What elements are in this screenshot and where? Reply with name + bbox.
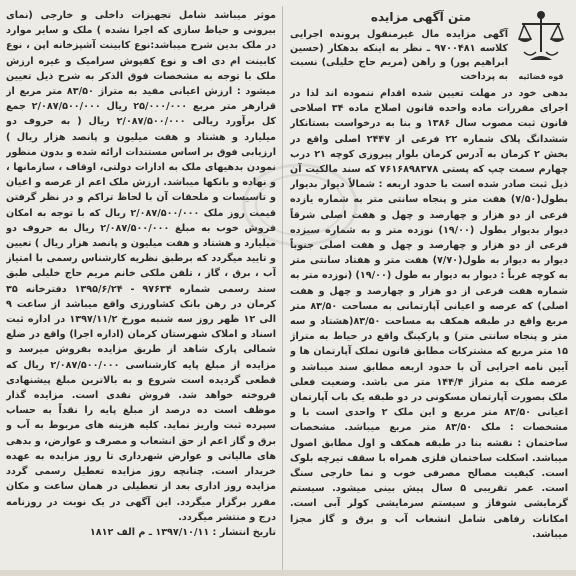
column-divider	[282, 6, 283, 572]
notice-left-column	[6, 8, 276, 570]
notice-body-left: موثر میباشد شامل تجهیزات داخلی و خارجی (نمای بیرونی و حیاط سازی که اجرا نشده ) ملک و سایر موارد در ملک بدین شرح میباشد:نوع کابینت آشپزخانه اپن ، نوع کابینت ام دی اف و نوع کفپوش سرامیک و غیره ارزش ملک با توجه به مشخصات فوق الذکر به شرح ذیل تعیین میشود : ارزش اعیانی مفید به متراژ ۸۳/۵۰ متر مربع از قرارهر متر مربع ۲۵/۰۰۰/۰۰۰ ریال ۲/۰۸۷/۵۰۰/۰۰۰ جمع کل برآورد ریالی ۲/۰۸۷/۵۰۰/۰۰۰ ریال ( به حروف دو میلیارد و هشتاد و هفت میلیون و پانصد هزار ریال ) ارزیابی فوق بر اساس مستندات ارائه شده و بدون منظور نمودن بدهیهای ملک به ادارات دولتی، اوقاف ، سازمانها ، و نهاده و بانکها میباشد. ارزش ملک اعم از عرصه و اعیان و تاسیسات و ملحقات آن با لحاظ تراکم و در نظر گرفتن قیمت روز ملک ۲/۰۸۷/۵۰۰/۰۰۰ ریال که با توجه به امکان فروش خوب به مبلغ ۲/۰۸۷/۵۰۰/۰۰۰ ریال به حروف دو میلیارد و هشتاد و هفت میلیون و پانصد هزار ریال ) تعیین و تایید میگردد که برطبق نظریه کارشناس رسمی با امتیاز آب ، برق ، گاز ، تلفن ملکی خانم مریم حاج خلیلی طبق سند رسمی شماره ۹۷۶۳۴ - ۱۳۹۵/۶/۲۴ دفترخانه ۳۵ کرمان در رهن بانک کشاورزی واقع میباشد از ساعت ۹ الی ۱۲ ظهر روز سه شنبه مورخ ۱۳۹۷/۱۱/۲ در اداره ثبت اسناد و املاک شهرستان کرمان (اداره اجرا) واقع در ضلع شمالی پارک شاهد از طریق مزایده بفروش میرسد و مزایده از مبلغ پایه کارشناسی ۲/۰۸۷/۵۰۰/۰۰۰ ریال که قطعی گردیده است شروع و به بالاترین مبلغ پیشنهادی فروخته خواهد شد. فروش نقدی است. مزایده‌ گذار موظف است ده درصد از مبلغ پایه را نقداً به حساب سپرده ثبت واریز نماید. کلیه هزینه‌ های مربوط به آب و برق و گاز اعم از حق انشعاب و مصرف و عوارض، و بدهی‌ های مالیاتی و عوارض شهرداری تا روز مزایده به عهده خریدار است. چنانچه روز مزایده تعطیل رسمی گردد مزایده روز اداری بعد از تعطیلی در همان ساعت و مکان مقرر برگزار میگردد. این آگهی در یک نوبت در روزنامه درج و منتشر میگردد.	[6, 10, 276, 523]
judiciary-emblem	[514, 8, 568, 82]
emblem-caption: قوه قضائیه	[518, 72, 564, 82]
scales-of-justice-icon	[516, 8, 566, 66]
notice-header-text: آگهی مزایده مال غیرمنقول پرونده اجرایی کلاسه ۹۷۰۰۴۸۱ ـ نظر به اینکه بدهکار (حسین ابراهیم پور) و راهن (مریم حاج خلیلی) نسبت به پرداخت	[290, 29, 508, 82]
notice-title: متن آگهی مزایده	[370, 10, 472, 24]
notice-body-right: بدهی خود در مهلت تعیین شده اقدام ننموده اند لذا در اجرای مقررات ماده واحده قانون اصلاح ماده ۳۴ اصلاحی قانون ثبت مصوب سال ۱۳۸۶ و بنا به درخواست بستانکار ششدانگ پلاک شماره ۲۲ فرعی از ۲۴۴۷ اصلی واقع در بخش ۲ کرمان به آدرس کرمان بلوار پیروزی کوچه ۲۱ درب چهارم سمت چپ که پستی ۷۶۱۶۸۹۸۳۷۸ که سند مالکیت آن ذیل ثبت صادر شده است با حدود اربعه : شمالاً دیوار بدیوار بطول(۷/۵۰) هفت متر و پنجاه سانتی متر به شماره یازده فرعی از دو هزار و چهارصد و چهل و هفت اصلی شرقاً دیوار بدیوار بطول (۱۹/۰۰) نوزده متر و به شماره سیزده فرعی از دو هزار و چهارصد و چهل و هفت اصلی جنوباً دیوار به دیوار به طول(۷/۷۰) هفت متر و هفتاد سانتی متر به کوچه غرباً : دیوار به دیوار به طول (۱۹/۰۰) (نوزده متر به شماره هفت فرعی از دو هزار و چهارصد و چهل و هفت اصلی) که عرصه و اعیانی آپارتمانی به مساحت ۸۳/۵۰ متر مربع واقع در طبقه همکف به مساحت ۸۳/۵۰(هشتاد و سه متر و پنجاه سانتی متر) و پارکینگ واقع در حیاط به متراژ ۱۵ متر مربع که مشترکات مطابق قانون تملک آپارتمان ها و آیین نامه اجرایی آن با حدود اربعه مطابق سند میباشد و عرصه ملک به متراژ ۱۴۴/۴ متر می باشد. وضعیت فعلی ملک بصورت آپارتمان مسکونی در دو طبقه یک باب آپارتمان اعیانی ۸۳/۵۰ متر مربع و این ملک ۲ واحدی است با و مشخصات : ملک ۸۳/۵۰ متر مربع میباشد. مشخصات ساختمان : نقشه بنا در طبقه همکف و اول مطابق اصول میباشد. اسکلت ساختمان فلزی همراه با سقف تیرچه بلوک است. کیفیت مصالح مصرفی خوب و نما خارجی سنگ است. عمر تقریبی ۵ سال پیش بینی میشود. سیستم گرمایشی شوفاژ و سیستم سرمایشی کولر آبی است. امکانات رفاهی شامل انشعاب آب و برق و گاز مجزا میباشد.	[290, 88, 568, 540]
bottom-edge	[0, 570, 576, 576]
notice-reference: تاریخ انتشار : ۱۳۹۷/۱۰/۱۱ ـ م الف ۱۸۱۲	[89, 526, 276, 538]
notice-right-column	[290, 8, 568, 570]
notice-header	[290, 8, 568, 86]
